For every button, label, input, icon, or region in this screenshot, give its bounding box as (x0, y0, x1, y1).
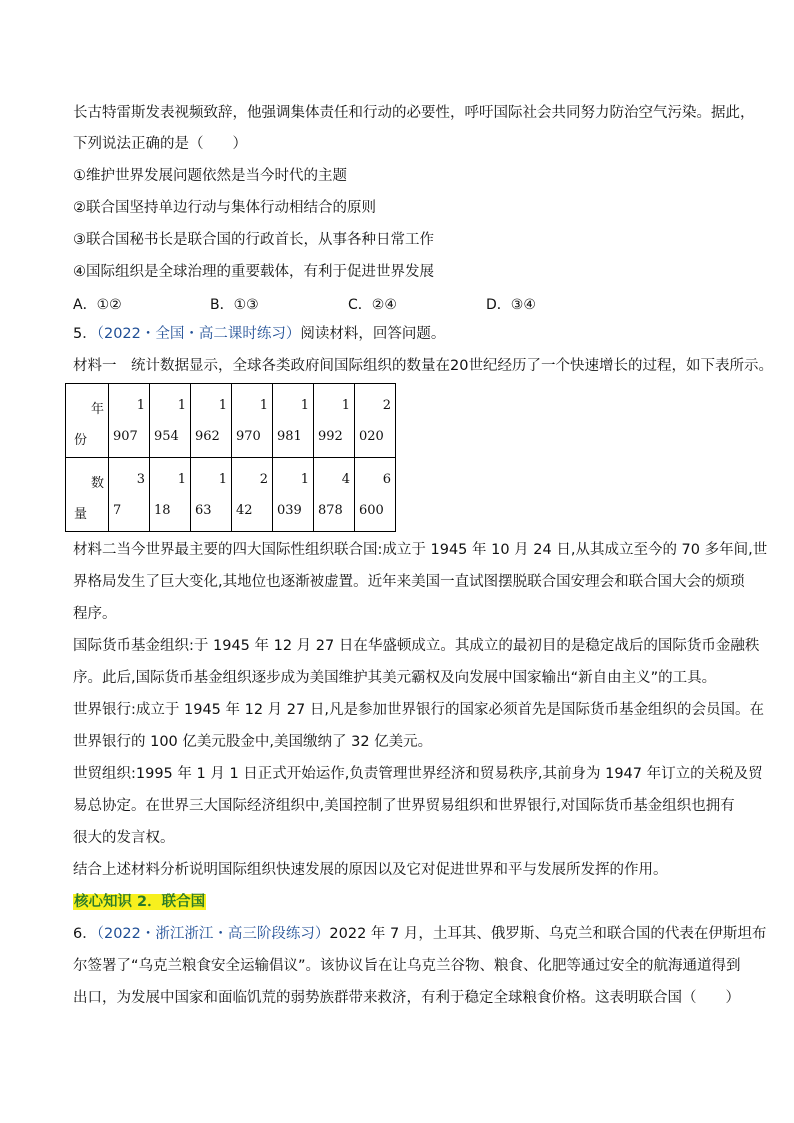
q6-line3: 出口，为发展中国家和面临饥荒的弱势族群带来救济，有利于稳定全球粮食价格。这表明联合国（ ） (73, 990, 740, 1006)
q4-item-2: ②联合国坚持单边行动与集体行动相结合的原则 (73, 200, 376, 216)
year-cell: 1 907 (109, 384, 150, 458)
q5-material2-line1: 材料二当今世界最主要的四大国际性组织联合国:成立于 1945 年 10 月 24 日,从其成立至今的 70 多年间,世 (73, 542, 768, 558)
q5-question: 结合上述材料分析说明国际组织快速发展的原因以及它对促进世界和平与发展所发挥的作用。 (73, 862, 668, 878)
q4-item-1: ①维护世界发展问题依然是当今时代的主题 (73, 168, 347, 184)
count-header-cell: 数 量 (66, 458, 109, 532)
q5-imf-line1: 国际货币基金组织:于 1945 年 12 月 27 日在华盛顿成立。其成立的最初目的是稳定战后的国际货币金融秩 (73, 638, 760, 654)
count-cell: 1 039 (273, 458, 314, 532)
q6-number: 6． (73, 926, 97, 942)
section-heading (73, 892, 206, 912)
q5-material1: 材料一 统计数据显示，全球各类政府间国际组织的数量在20世纪经历了一个快速增长的过程，如下表所示。 (73, 358, 773, 374)
q4-stem-line2: 下列说法正确的是（ ） (73, 136, 247, 152)
year-cell: 1 962 (191, 384, 232, 458)
q4-option-d[interactable]: D．③④ (486, 297, 536, 313)
q5-material2-line2: 界格局发生了巨大变化,其地位也逐渐被虚置。近年来美国一直试图摆脱联合国安理会和联合国大会的烦琐 (73, 574, 745, 590)
q5-stem: 阅读材料，回答问题。 (300, 326, 446, 342)
q4-stem-line1: 长古特雷斯发表视频致辞，他强调集体责任和行动的必要性，呼吁国际社会共同努力防治空气污染。据此， (73, 105, 755, 121)
q5-wto-line1: 世贸组织:1995 年 1 月 1 日正式开始运作,负责管理世界经济和贸易秩序,其前身为 1947 年订立的关税及贸 (73, 766, 763, 782)
count-cell: 4 878 (314, 458, 355, 532)
organization-count-table (65, 383, 396, 532)
year-cell: 1 981 (273, 384, 314, 458)
q6-line1 (73, 924, 766, 944)
count-cell: 3 7 (109, 458, 150, 532)
q4-option-c[interactable]: C．②④ (348, 297, 397, 313)
q5-worldbank-line2: 世界银行的 100 亿美元股金中,美国缴纳了 32 亿美元。 (73, 734, 433, 750)
year-cell: 1 992 (314, 384, 355, 458)
q4-item-3: ③联合国秘书长是联合国的行政首长，从事各种日常工作 (73, 232, 434, 248)
q5-wto-line2: 易总协定。在世界三大国际经济组织中,美国控制了世界贸易组织和世界银行,对国际货币基金组织也拥有 (73, 798, 735, 814)
count-cell: 6 600 (355, 458, 396, 532)
year-cell: 1 954 (150, 384, 191, 458)
q5-imf-line2: 序。此后,国际货币基金组织逐步成为美国维护其美元霸权及向发展中国家输出“新自由主义”的工具。 (73, 670, 717, 686)
q6-text: 2022 年 7 月，土耳其、俄罗斯、乌克兰和联合国的代表在伊斯坦布 (329, 926, 767, 942)
year-cell: 1 970 (232, 384, 273, 458)
q5-heading (73, 324, 445, 344)
q5-source: （2022・全国・高二课时练习） (96, 326, 301, 342)
q6-line2: 尔签署了“乌克兰粮食安全运输倡议”。该协议旨在让乌克兰谷物、粮食、化肥等通过安全的航海通道得到 (73, 958, 741, 974)
year-header-cell: 年 份 (66, 384, 109, 458)
count-cell: 1 63 (191, 458, 232, 532)
q6-source: （2022・浙江浙江・高三阶段练习） (96, 926, 330, 942)
q5-material2-line3: 程序。 (73, 606, 117, 622)
q5-worldbank-line1: 世界银行:成立于 1945 年 12 月 27 日,凡是参加世界银行的国家必须首先是国际货币基金组织的会员国。在 (73, 702, 764, 718)
count-cell: 1 18 (150, 458, 191, 532)
q4-option-b[interactable]: B．①③ (210, 297, 259, 313)
section-heading-label: 核心知识 2．联合国 (74, 894, 206, 910)
table-row-counts (66, 458, 396, 532)
year-cell: 2 020 (355, 384, 396, 458)
q5-wto-line3: 很大的发言权。 (73, 830, 175, 846)
table-row-years (66, 384, 396, 458)
q4-option-a[interactable]: A．①② (73, 297, 122, 313)
q4-item-4: ④国际组织是全球治理的重要载体，有利于促进世界发展 (73, 264, 434, 280)
count-cell: 2 42 (232, 458, 273, 532)
q5-number: 5． (73, 326, 97, 342)
